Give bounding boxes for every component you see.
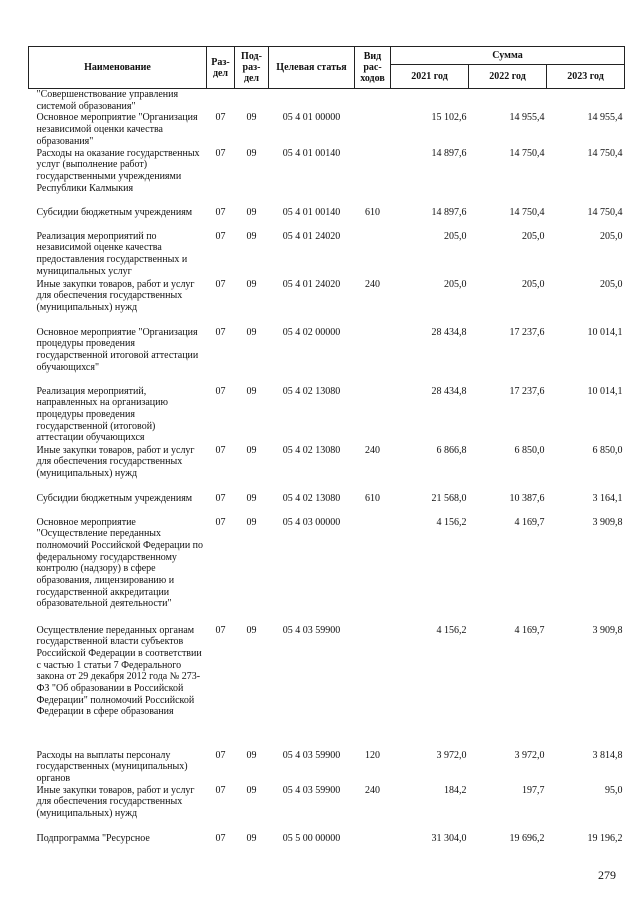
row-expense-type	[355, 625, 391, 750]
table-row	[29, 148, 625, 207]
row-target: 05 4 02 13080	[282, 385, 341, 397]
row-sum-2021: 21 568,0	[431, 492, 467, 504]
row-sum-2023: 3 814,8	[592, 749, 623, 761]
row-section: 07	[215, 278, 226, 290]
table-row	[29, 279, 625, 327]
table-row	[29, 445, 625, 493]
table-row	[29, 112, 625, 147]
table-row	[29, 750, 625, 785]
row-subsection: 09	[246, 385, 257, 397]
row-sum-2023: 3 909,8	[592, 624, 623, 636]
row-name: Иные закупки товаров, работ и услуг для обеспечения государственных (муниципальных) нужд	[36, 444, 195, 479]
row-name: "Совершенствование управления системой образования"	[36, 89, 179, 112]
row-subsection: 09	[246, 326, 257, 338]
row-sum-2021: 15 102,6	[431, 112, 467, 124]
header-year-2021: 2021 год	[391, 65, 469, 89]
row-target: 05 4 03 59900	[282, 784, 341, 796]
row-sum-2023: 14 955,4	[587, 112, 623, 124]
table-body	[29, 89, 625, 847]
row-subsection: 09	[246, 624, 257, 636]
row-target: 05 4 01 00140	[282, 147, 341, 159]
row-name: Основное мероприятие "Организация процедуры проведения государственной итоговой аттестации обучающихся"	[36, 326, 199, 373]
row-section: 07	[215, 749, 226, 761]
row-expense-type	[355, 386, 391, 445]
row-sum-2021: 28 434,8	[431, 385, 467, 397]
row-section: 07	[215, 444, 226, 456]
row-expense-type	[355, 327, 391, 386]
row-subsection	[235, 89, 269, 113]
row-name: Реализация мероприятий, направленных на организацию процедуры проведения государственной (итоговой) аттестации обучающихся	[36, 385, 168, 444]
row-section: 07	[215, 326, 226, 338]
row-target: 05 4 01 24020	[282, 230, 341, 242]
row-sum-2021: 31 304,0	[431, 832, 467, 844]
table-row	[29, 207, 625, 231]
row-sum-2023: 10 014,1	[587, 326, 623, 338]
table-row	[29, 231, 625, 279]
row-expense-type: 240	[365, 278, 380, 290]
row-sum-2022: 205,0	[522, 278, 545, 290]
row-sum-2021: 4 156,2	[436, 516, 467, 528]
row-sum-2023: 95,0	[605, 784, 623, 796]
row-sum-2023: 10 014,1	[587, 385, 623, 397]
row-sum-2023: 14 750,4	[587, 147, 623, 159]
row-name: Иные закупки товаров, работ и услуг для обеспечения государственных (муниципальных) нужд	[36, 278, 195, 313]
row-sum-2022: 14 750,4	[509, 206, 545, 218]
row-sum-2023: 3 164,1	[592, 492, 623, 504]
row-sum-2021: 28 434,8	[431, 326, 467, 338]
row-sum-2023: 205,0	[600, 278, 623, 290]
budget-table	[28, 46, 625, 847]
row-subsection: 09	[246, 516, 257, 528]
header-year-2023: 2023 год	[547, 65, 625, 89]
row-expense-type	[355, 517, 391, 625]
row-sum-2022: 10 387,6	[509, 492, 545, 504]
row-subsection: 09	[246, 492, 257, 504]
row-section: 07	[215, 492, 226, 504]
row-target: 05 4 03 59900	[282, 749, 341, 761]
row-sum-2021: 14 897,6	[431, 206, 467, 218]
row-sum-2021: 3 972,0	[436, 749, 467, 761]
row-sum-2022: 19 696,2	[509, 832, 545, 844]
row-sum-2022: 17 237,6	[509, 326, 545, 338]
row-sum-2023: 14 750,4	[587, 206, 623, 218]
table-row	[29, 386, 625, 445]
row-sum-2022: 4 169,7	[514, 624, 545, 636]
row-sum-2021: 14 897,6	[431, 147, 467, 159]
row-sum-2023: 3 909,8	[592, 516, 623, 528]
row-target: 05 5 00 00000	[282, 832, 341, 844]
row-sum-2021: 4 156,2	[436, 624, 467, 636]
header-expense-type: Вид рас-ходов	[355, 47, 391, 89]
row-section: 07	[215, 516, 226, 528]
header-subsection: Под-раз-дел	[235, 47, 269, 89]
row-sum-2023: 205,0	[600, 230, 623, 242]
row-subsection: 09	[246, 832, 257, 844]
header-section: Раз-дел	[207, 47, 235, 89]
row-target: 05 4 02 13080	[282, 492, 341, 504]
budget-table-page	[28, 46, 624, 847]
row-expense-type: 120	[365, 749, 380, 761]
row-sum-2022: 197,7	[522, 784, 545, 796]
row-sum-2022	[469, 89, 547, 113]
row-sum-2021: 205,0	[444, 278, 467, 290]
header-sum: Сумма	[391, 47, 625, 65]
row-name: Расходы на оказание государственных услуг (выполнение работ) государственными учреждениями Республики Калмыкия	[36, 147, 200, 194]
row-sum-2022: 14 955,4	[509, 112, 545, 124]
row-name: Подпрограмма "Ресурсное	[36, 832, 150, 844]
row-subsection: 09	[246, 278, 257, 290]
row-name: Основное мероприятие "Организация независимой оценки качества образования"	[36, 112, 198, 147]
row-expense-type	[355, 833, 391, 847]
table-row	[29, 625, 625, 750]
header-name: Наименование	[29, 47, 207, 89]
row-sum-2021: 205,0	[444, 230, 467, 242]
row-sum-2022: 205,0	[522, 230, 545, 242]
row-target: 05 4 01 00000	[282, 112, 341, 124]
table-row	[29, 833, 625, 847]
table-row	[29, 517, 625, 625]
table-header	[29, 47, 625, 89]
row-name: Основное мероприятие "Осуществление переданных полномочий Российской Федерации по федеральному государственному контролю (надзору) в сфере образования, лицензированию и государственной аккредитации образовательной деятельности"	[36, 516, 204, 610]
row-expense-type	[355, 231, 391, 279]
row-subsection: 09	[246, 444, 257, 456]
row-subsection: 09	[246, 112, 257, 124]
page-number: 279	[598, 868, 616, 882]
row-target: 05 4 03 00000	[282, 516, 341, 528]
row-subsection: 09	[246, 230, 257, 242]
row-expense-type	[355, 89, 391, 113]
table-row	[29, 785, 625, 833]
row-subsection: 09	[246, 206, 257, 218]
row-name: Субсидии бюджетным учреждениям	[36, 492, 193, 504]
row-target: 05 4 02 13080	[282, 444, 341, 456]
row-expense-type: 240	[365, 784, 380, 796]
row-sum-2021: 184,2	[444, 784, 467, 796]
row-target: 05 4 03 59900	[282, 624, 341, 636]
row-expense-type	[355, 112, 391, 147]
row-target: 05 4 01 00140	[282, 206, 341, 218]
row-sum-2023: 6 850,0	[592, 444, 623, 456]
row-section: 07	[215, 230, 226, 242]
row-target: 05 4 01 24020	[282, 278, 341, 290]
row-expense-type	[355, 148, 391, 207]
row-section: 07	[215, 147, 226, 159]
table-row	[29, 493, 625, 517]
header-year-2022: 2022 год	[469, 65, 547, 89]
row-sum-2022: 17 237,6	[509, 385, 545, 397]
row-subsection: 09	[246, 147, 257, 159]
row-name: Осуществление переданных органам государственной власти субъектов Российской Федерации в соответствии с частью 1 статьи 7 Федерального закона от 29 декабря 2012 года № 273-ФЗ "Об образовании в Российской Федерации" полномочий Российской Федерации в сфере образования	[36, 624, 202, 718]
row-name: Реализация мероприятий по независимой оценке качества предоставления государственных и муниципальных услуг	[36, 230, 188, 277]
row-section: 07	[215, 784, 226, 796]
table-row	[29, 89, 625, 113]
row-expense-type: 610	[365, 492, 380, 504]
row-subsection: 09	[246, 784, 257, 796]
row-target	[269, 89, 355, 113]
row-section: 07	[215, 206, 226, 218]
row-expense-type: 240	[365, 444, 380, 456]
row-section: 07	[215, 832, 226, 844]
row-sum-2022: 4 169,7	[514, 516, 545, 528]
row-name: Иные закупки товаров, работ и услуг для обеспечения государственных (муниципальных) нужд	[36, 784, 195, 820]
row-sum-2023: 19 196,2	[587, 832, 623, 844]
row-section: 07	[215, 112, 226, 124]
table-row	[29, 327, 625, 386]
header-target: Целевая статья	[269, 47, 355, 89]
row-name: Расходы на выплаты персоналу государственных (муниципальных) органов	[36, 749, 188, 784]
row-expense-type: 610	[365, 206, 380, 218]
row-sum-2023	[547, 89, 625, 113]
row-subsection: 09	[246, 749, 257, 761]
row-section: 07	[215, 624, 226, 636]
row-sum-2022: 14 750,4	[509, 147, 545, 159]
row-target: 05 4 02 00000	[282, 326, 341, 338]
row-section: 07	[215, 385, 226, 397]
row-sum-2022: 6 850,0	[514, 444, 545, 456]
row-sum-2021	[391, 89, 469, 113]
row-sum-2021: 6 866,8	[436, 444, 467, 456]
row-section	[207, 89, 235, 113]
row-sum-2022: 3 972,0	[514, 749, 545, 761]
row-name: Субсидии бюджетным учреждениям	[36, 206, 193, 218]
